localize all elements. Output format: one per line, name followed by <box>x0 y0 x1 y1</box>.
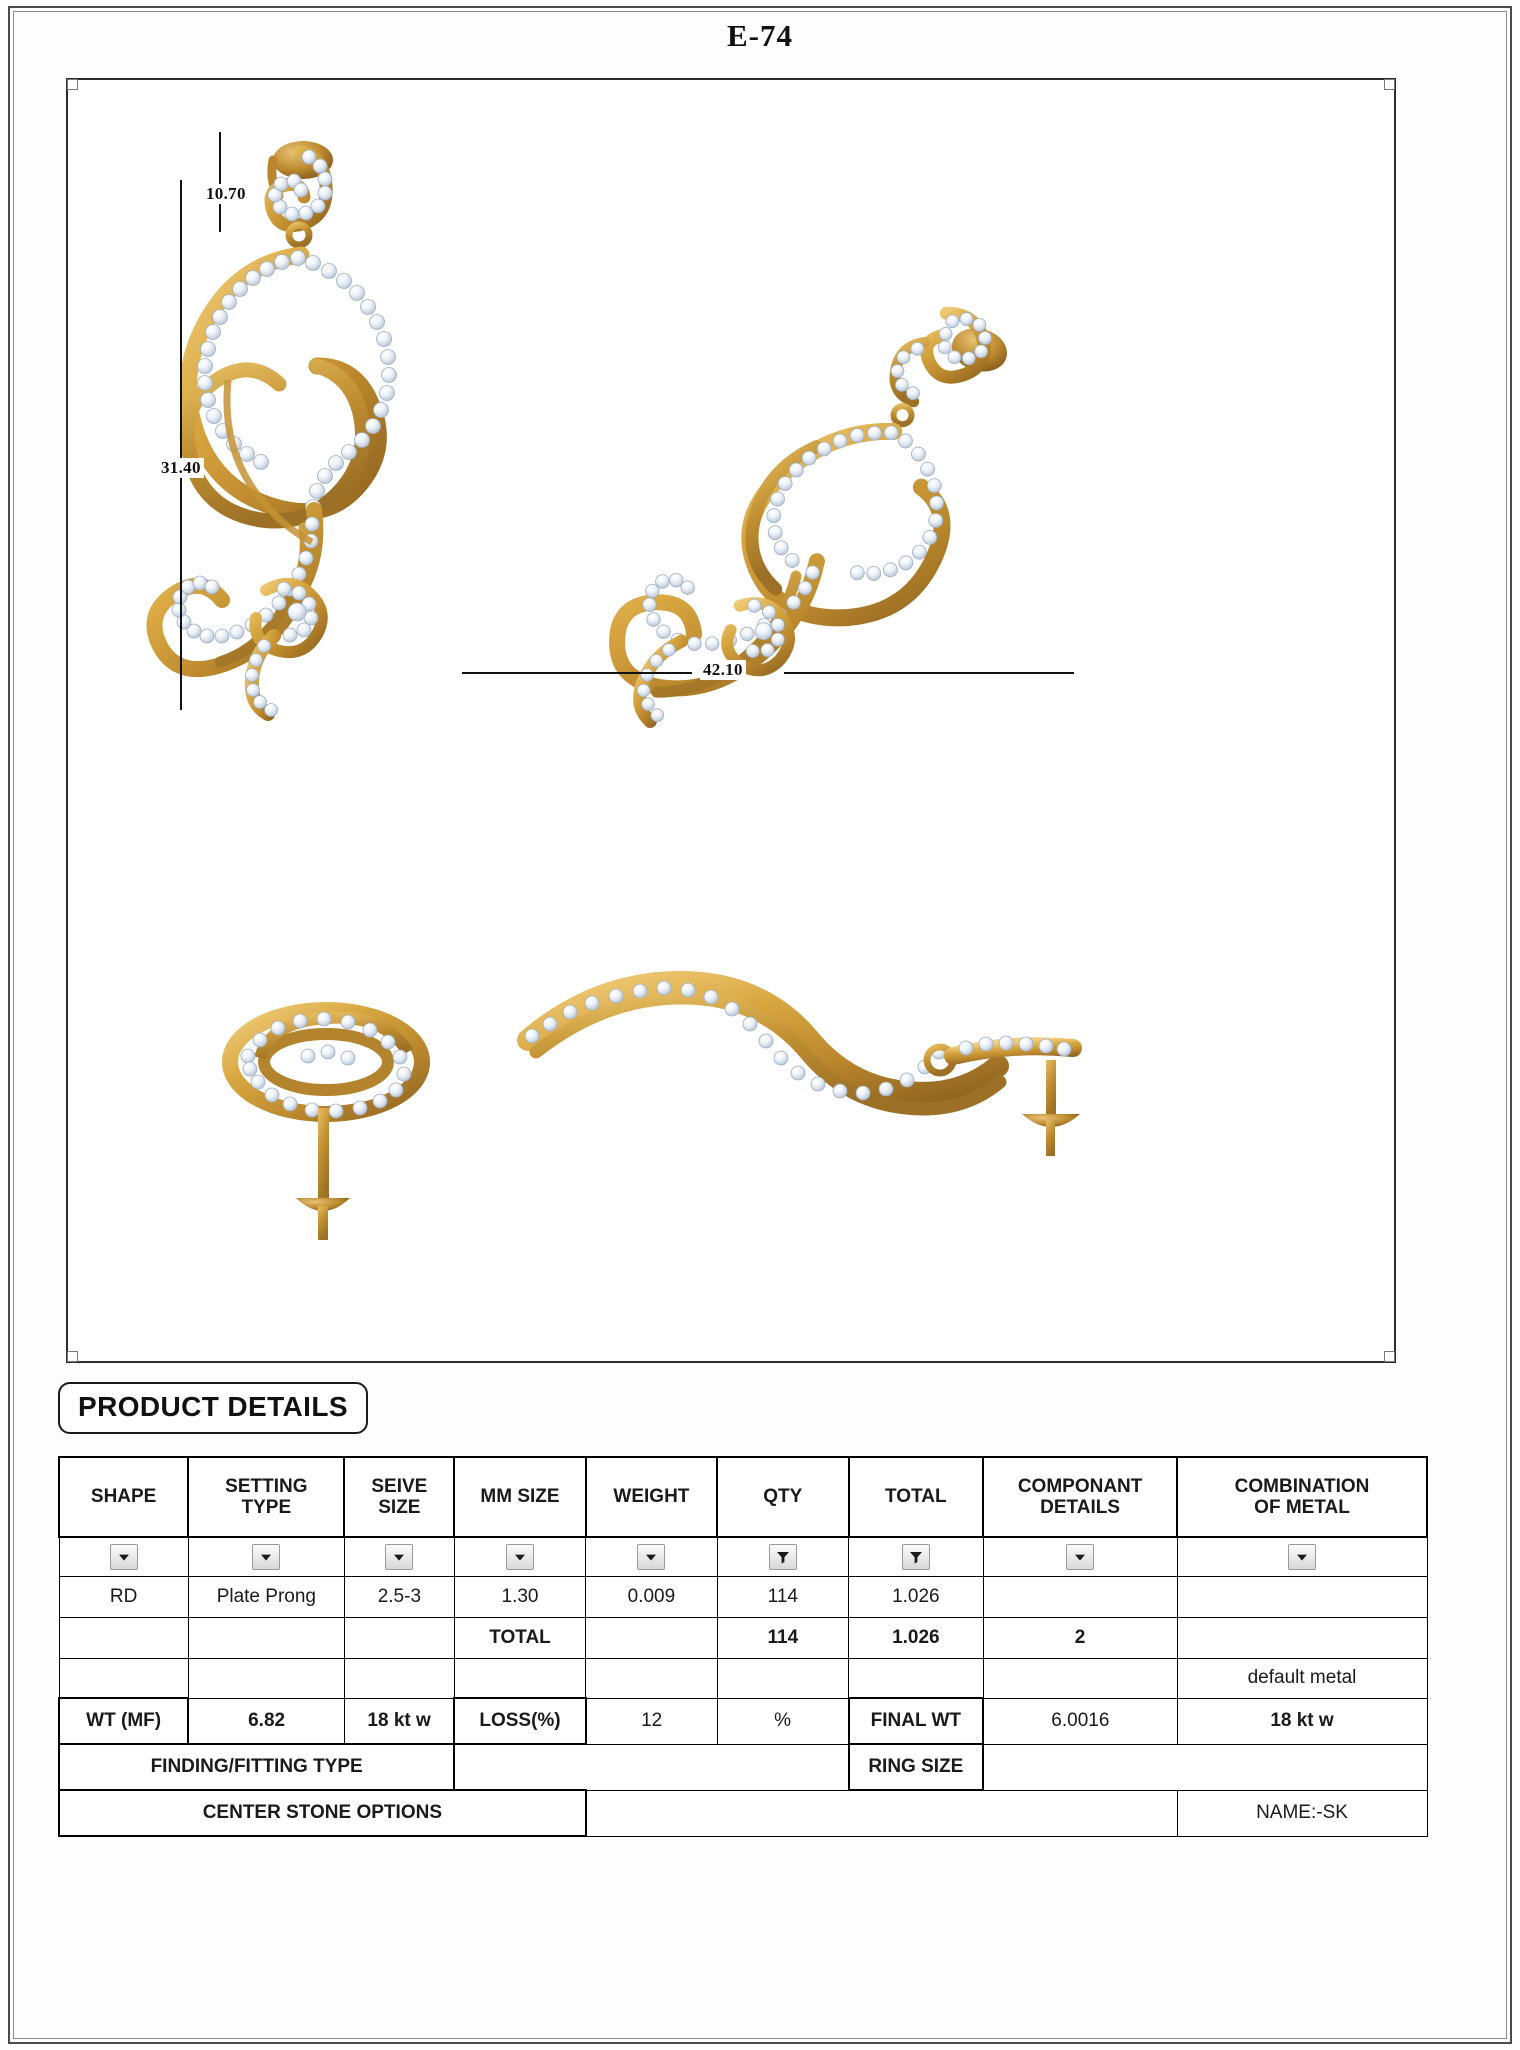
center-stone-options-value[interactable] <box>586 1790 1177 1836</box>
table-row <box>59 1577 1427 1618</box>
designer-name-value: NAME:-SK <box>1177 1790 1427 1836</box>
center-stone-options-label: CENTER STONE OPTIONS <box>59 1790 586 1836</box>
dimension-label-31-40: 31.40 <box>158 458 204 478</box>
col-header-seive-size-line1: SEIVE <box>371 1475 428 1497</box>
cell-combination-of-metal <box>1177 1577 1427 1618</box>
dm-blank-6 <box>717 1659 848 1699</box>
table-header-row <box>59 1457 1427 1537</box>
jewelry-render-area <box>68 80 1394 1361</box>
dropdown-arrow-icon[interactable] <box>1066 1544 1094 1570</box>
col-header-combination-line2: OF METAL <box>1254 1497 1350 1518</box>
dm-blank-1 <box>59 1659 188 1699</box>
dimension-line-31-40 <box>180 180 182 710</box>
dropdown-arrow-icon[interactable] <box>637 1544 665 1570</box>
total-blank-5 <box>1177 1618 1427 1659</box>
total-blank-3 <box>344 1618 454 1659</box>
final-wt-value: 6.0016 <box>983 1698 1177 1744</box>
filter-cell-combination-of-metal[interactable] <box>1177 1537 1427 1577</box>
col-header-componant-details-line2: DETAILS <box>1040 1497 1121 1518</box>
page-title: E-74 <box>727 18 793 53</box>
cell-weight: 0.009 <box>586 1577 717 1618</box>
dimension-line-10-70 <box>219 132 221 232</box>
table-center-stone-row <box>59 1790 1427 1836</box>
cell-shape: RD <box>59 1577 188 1618</box>
front-view <box>154 141 396 717</box>
col-header-combination-of-metal <box>1177 1457 1427 1537</box>
dropdown-arrow-icon[interactable] <box>506 1544 534 1570</box>
filter-funnel-icon[interactable] <box>769 1544 797 1570</box>
cell-componant-details <box>983 1577 1177 1618</box>
dropdown-arrow-icon[interactable] <box>385 1544 413 1570</box>
dropdown-arrow-icon[interactable] <box>1288 1544 1316 1570</box>
wt-mf-metal: 18 kt w <box>344 1698 454 1744</box>
dimension-line-42-10-right <box>784 672 1074 674</box>
finding-fitting-label: FINDING/FITTING TYPE <box>59 1744 454 1790</box>
filter-cell-mm-size[interactable] <box>454 1537 585 1577</box>
filter-cell-weight[interactable] <box>586 1537 717 1577</box>
total-blank-2 <box>188 1618 344 1659</box>
jewelry-renders-svg <box>68 80 1394 1361</box>
col-header-seive-size-line2: SIZE <box>378 1497 421 1518</box>
final-wt-label: FINAL WT <box>849 1698 984 1744</box>
total-label: TOTAL <box>454 1618 585 1659</box>
product-details-table-wrap <box>58 1456 1428 1837</box>
dropdown-arrow-icon[interactable] <box>252 1544 280 1570</box>
col-header-seive-size <box>344 1457 454 1537</box>
wt-mf-label: WT (MF) <box>59 1698 188 1744</box>
filter-cell-total[interactable] <box>849 1537 984 1577</box>
col-header-setting-type-line2: TYPE <box>241 1497 292 1518</box>
table-total-row <box>59 1618 1427 1659</box>
filter-cell-seive-size[interactable] <box>344 1537 454 1577</box>
col-header-componant-details-line1: COMPONANT <box>1017 1475 1143 1497</box>
ring-size-label: RING SIZE <box>849 1744 984 1790</box>
table-finding-row <box>59 1744 1427 1790</box>
ring-size-value[interactable] <box>983 1744 1427 1790</box>
final-metal-value: 18 kt w <box>1177 1698 1427 1744</box>
dimension-line-42-10-left <box>462 672 692 674</box>
wt-mf-value: 6.82 <box>188 1698 344 1744</box>
total-blank-1 <box>59 1618 188 1659</box>
filter-cell-shape[interactable] <box>59 1537 188 1577</box>
table-default-metal-row <box>59 1659 1427 1699</box>
col-header-weight: WEIGHT <box>586 1457 717 1537</box>
col-header-shape <box>59 1457 188 1537</box>
filter-cell-qty[interactable] <box>717 1537 848 1577</box>
default-metal-value: default metal <box>1177 1659 1427 1699</box>
col-header-shape-line1: SHAPE <box>90 1486 157 1508</box>
cell-mm-size: 1.30 <box>454 1577 585 1618</box>
total-blank-4 <box>586 1618 717 1659</box>
col-header-qty: QTY <box>717 1457 848 1537</box>
cell-total: 1.026 <box>849 1577 984 1618</box>
col-header-combination-line1: COMBINATION <box>1234 1475 1370 1497</box>
dm-blank-4 <box>454 1659 585 1699</box>
product-details-table <box>58 1456 1428 1837</box>
dm-blank-2 <box>188 1659 344 1699</box>
dimension-label-10-70: 10.70 <box>203 184 249 204</box>
side-view <box>525 981 1080 1156</box>
col-header-setting-type <box>188 1457 344 1537</box>
cell-setting-type: Plate Prong <box>188 1577 344 1618</box>
table-filter-row <box>59 1537 1427 1577</box>
dm-blank-3 <box>344 1659 454 1699</box>
loss-label: LOSS(%) <box>454 1698 585 1744</box>
dm-blank-5 <box>586 1659 717 1699</box>
col-header-total: TOTAL <box>849 1457 984 1537</box>
dimension-label-42-10: 42.10 <box>700 660 746 680</box>
top-view <box>230 1010 422 1240</box>
total-componant-details: 2 <box>983 1618 1177 1659</box>
filter-funnel-icon[interactable] <box>902 1544 930 1570</box>
col-header-mm-size: MM SIZE <box>454 1457 585 1537</box>
total-total: 1.026 <box>849 1618 984 1659</box>
product-details-header: PRODUCT DETAILS <box>58 1382 368 1434</box>
cell-seive-size: 2.5-3 <box>344 1577 454 1618</box>
finding-fitting-value[interactable] <box>454 1744 848 1790</box>
cell-qty: 114 <box>717 1577 848 1618</box>
filter-cell-setting-type[interactable] <box>188 1537 344 1577</box>
total-qty: 114 <box>717 1618 848 1659</box>
col-header-componant-details <box>983 1457 1177 1537</box>
dm-blank-8 <box>983 1659 1177 1699</box>
loss-value: 12 <box>586 1698 717 1744</box>
perspective-view <box>596 244 1015 788</box>
table-weight-row <box>59 1698 1427 1744</box>
dm-blank-7 <box>849 1659 984 1699</box>
col-header-setting-type-line1: SETTING <box>225 1475 308 1497</box>
dropdown-arrow-icon[interactable] <box>110 1544 138 1570</box>
loss-unit: % <box>717 1698 848 1744</box>
render-frame <box>66 78 1396 1363</box>
filter-cell-componant-details[interactable] <box>983 1537 1177 1577</box>
